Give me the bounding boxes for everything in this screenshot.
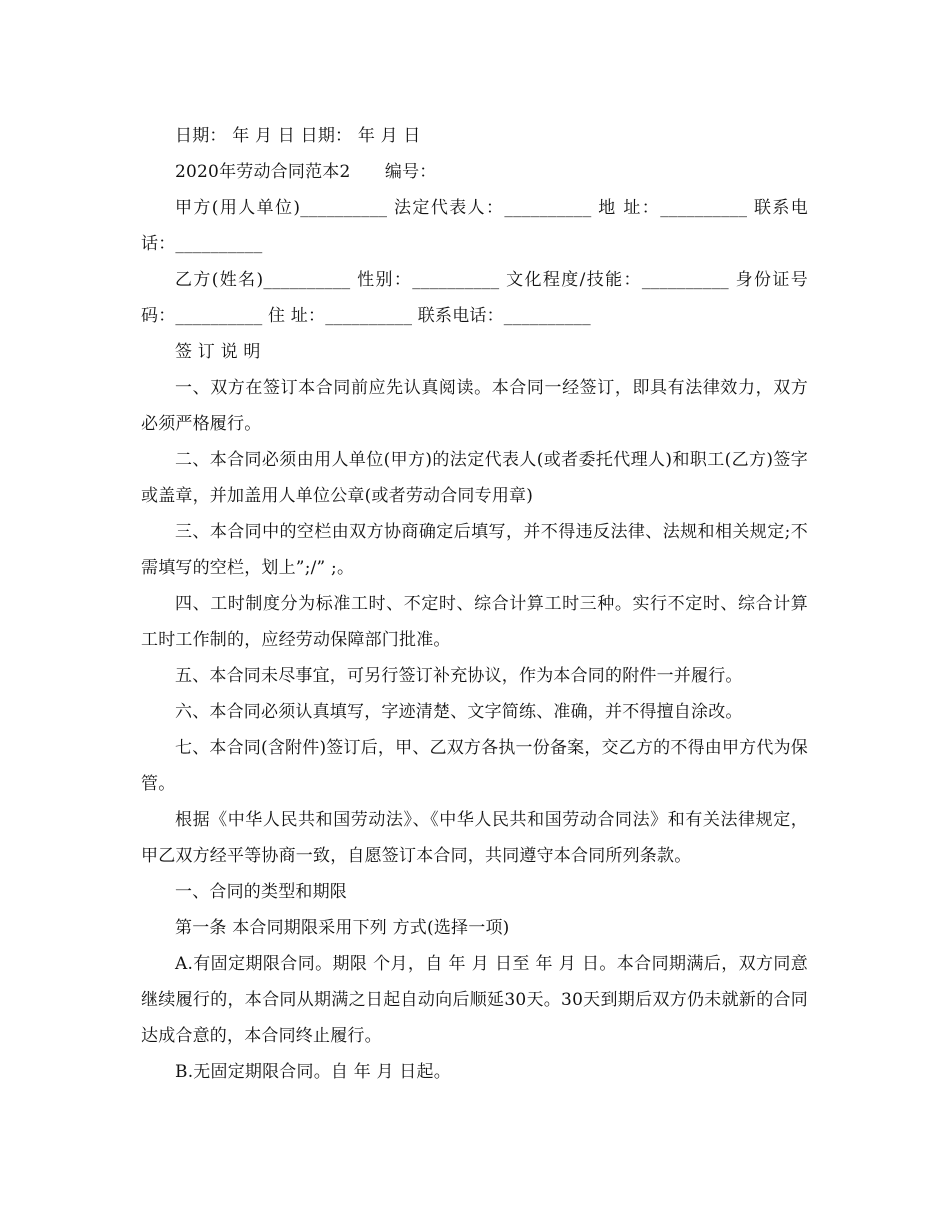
document-body — [141, 118, 808, 1090]
option-b-paragraph: B.无固定期限合同。自 年 月 日起。 — [175, 1062, 451, 1082]
note-item-2: 二、本合同必须由用人单位(甲方)的法定代表人(或者委托代理人)和职工(乙方)签字或盖章，并加盖用人单位公章(或者劳动合同专用章) — [141, 450, 808, 506]
party-a-info: 甲方(用人单位)__________ 法定代表人：__________ 地 址：__________ 联系电话：__________ — [141, 198, 808, 254]
party-b-info: 乙方(姓名)__________ 性别：__________ 文化程度/技能：__________ 身份证号码：__________ 住 址：__________ 联系电话：__________ — [141, 270, 808, 326]
signing-notes-heading: 签 订 说 明 — [175, 342, 261, 362]
option-a-paragraph: A.有固定期限合同。期限 个月，自 年 月 日至 年 月 日。本合同期满后，双方同意继续履行的，本合同从期满之日起自动向后顺延30天。30天到期后双方仍未就新的合同达成合意的，本合同终止履行。 — [141, 954, 808, 1046]
contract-title-line: 2020年劳动合同范本2 编号： — [175, 162, 437, 182]
note-item-6: 六、本合同必须认真填写，字迹清楚、文字简练、准确，并不得擅自涂改。 — [175, 702, 743, 722]
section-heading-contract-type: 一、合同的类型和期限 — [175, 882, 347, 902]
note-item-7: 七、本合同(含附件)签订后，甲、乙双方各执一份备案，交乙方的不得由甲方代为保管。 — [141, 738, 808, 794]
note-item-4: 四、工时制度分为标准工时、不定时、综合计算工时三种。实行不定时、综合计算工时工作制的，应经劳动保障部门批准。 — [141, 594, 808, 650]
note-item-5: 五、本合同未尽事宜，可另行签订补充协议，作为本合同的附件一并履行。 — [175, 666, 743, 686]
date-line: 日期： 年 月 日 日期： 年 月 日 — [175, 126, 421, 146]
note-item-3: 三、本合同中的空栏由双方协商确定后填写，并不得违反法律、法规和相关规定;不需填写的空栏，划上”;/” ;。 — [141, 522, 808, 578]
preamble-paragraph: 根据《中华人民共和国劳动法》、《中华人民共和国劳动合同法》和有关法律规定，甲乙双方经平等协商一致，自愿签订本合同，共同遵守本合同所列条款。 — [141, 810, 808, 866]
note-item-1: 一、双方在签订本合同前应先认真阅读。本合同一经签订，即具有法律效力，双方必须严格履行。 — [141, 378, 808, 434]
article-1-heading: 第一条 本合同期限采用下列 方式(选择一项) — [175, 918, 510, 938]
